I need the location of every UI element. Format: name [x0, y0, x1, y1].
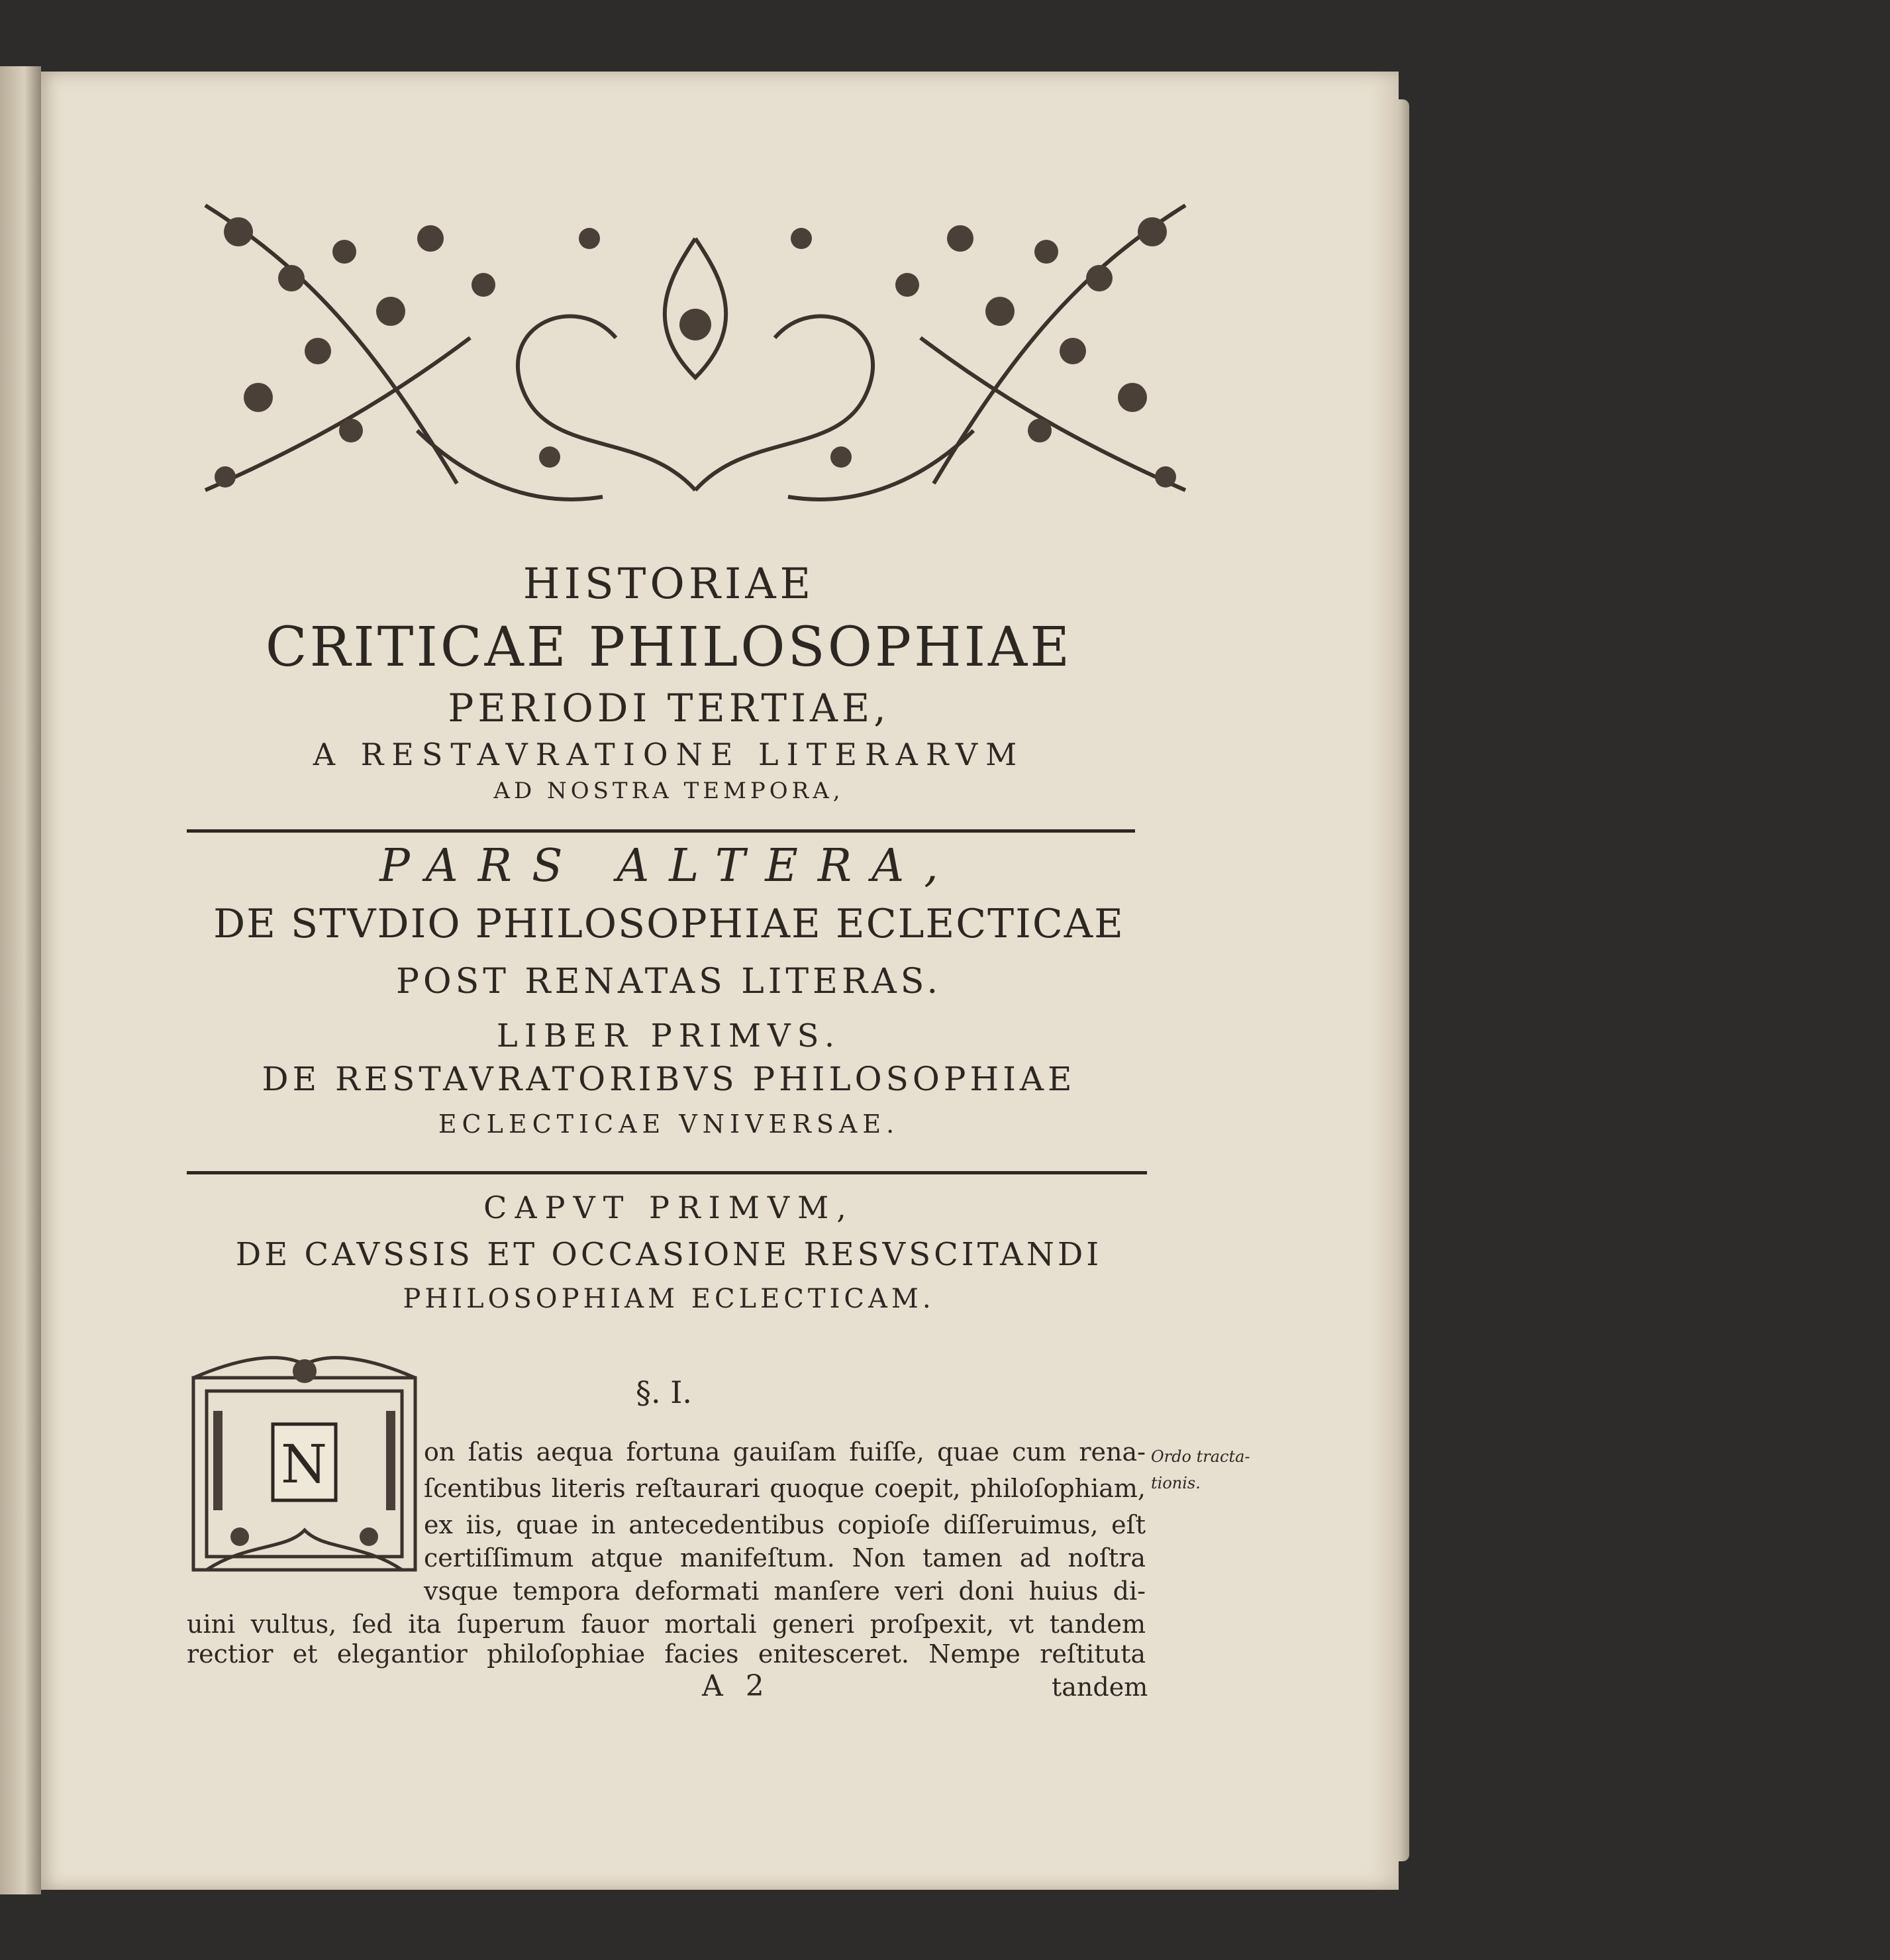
floral-headpiece-ornament — [179, 179, 1212, 517]
body-line-7: rectior et elegantior philoſophiae facies enitesceret. Nempe reſtituta — [187, 1639, 1146, 1669]
horizontal-rule-1 — [187, 829, 1135, 833]
body-line-6: uini vultus, ſed ita ſuperum fauor mortali generi proſpexit, vt tandem — [187, 1610, 1146, 1639]
body-line-4: certiſſimum atque manifeſtum. Non tamen ad noſtra — [424, 1543, 1146, 1573]
title-line-1: HISTORIAE — [522, 560, 815, 609]
margin-note-line-2: tionis. — [1151, 1474, 1201, 1492]
decorated-initial — [187, 1351, 422, 1576]
title-line-4: A RESTAVRATIONE LITERARVM — [313, 737, 1025, 772]
chapter-heading: CAPVT PRIMVM, — [483, 1190, 854, 1225]
facing-page-edge — [0, 66, 41, 1894]
chapter-line-1: DE CAVSSIS ET OCCASIONE RESVSCITANDI — [235, 1236, 1103, 1273]
section-mark: §. I. — [636, 1374, 693, 1410]
body-line-3: ex iis, quae in antecedentibus copioſe diſſeruimus, eſt — [424, 1510, 1146, 1539]
book-heading: LIBER PRIMVS. — [496, 1017, 842, 1055]
body-line-1: on ſatis aequa fortuna gauiſam fuiſſe, quae cum rena- — [424, 1437, 1146, 1467]
chapter-line-2: PHILOSOPHIAM ECLECTICAM. — [403, 1284, 935, 1314]
catchword: tandem — [1052, 1673, 1148, 1702]
body-line-5: vsque tempora deformati manſere veri doni huius di- — [424, 1576, 1146, 1606]
part-line-2: POST RENATAS LITERAS. — [395, 962, 942, 1002]
horizontal-rule-2 — [187, 1171, 1147, 1174]
title-line-2: CRITICAE PHILOSOPHIAE — [265, 616, 1073, 679]
signature-mark: A 2 — [702, 1669, 771, 1703]
body-line-2: ſcentibus literis reſtaurari quoque coepit, philoſophiam, — [424, 1474, 1146, 1503]
title-line-5: AD NOSTRA TEMPORA, — [493, 778, 844, 804]
book-line-1: DE RESTAVRATORIBVS PHILOSOPHIAE — [262, 1060, 1076, 1098]
initial-letter: N — [281, 1433, 327, 1495]
title-line-3: PERIODI TERTIAE, — [448, 686, 890, 731]
part-line-1: DE STVDIO PHILOSOPHIAE ECLECTICAE — [213, 901, 1124, 947]
margin-note-line-1: Ordo tracta- — [1151, 1447, 1250, 1466]
book-line-2: ECLECTICAE VNIVERSAE. — [438, 1109, 900, 1139]
part-heading: PARS ALTERA, — [379, 840, 958, 892]
